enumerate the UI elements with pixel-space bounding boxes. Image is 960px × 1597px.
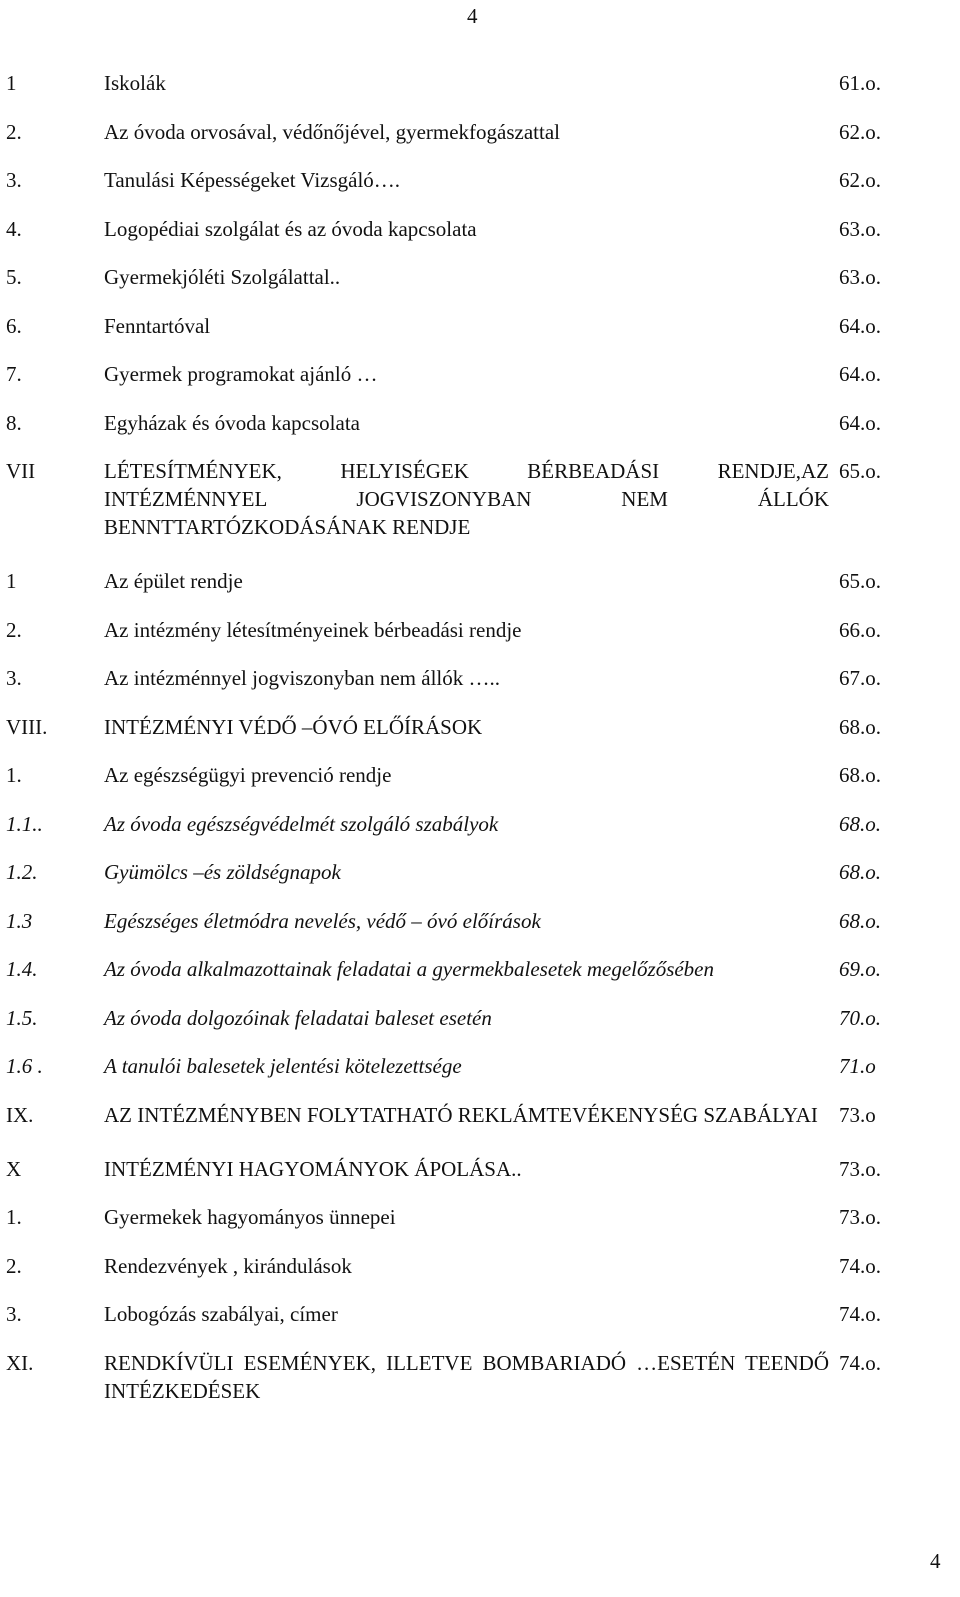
toc-entry [6,312,891,340]
toc-entry [6,1004,891,1032]
toc-entry-page: 73.o. [839,1156,881,1181]
toc-entry-number: XI. [6,1350,34,1375]
toc-entry-page: 64.o. [839,313,881,338]
toc-entry-page: 64.o. [839,410,881,435]
toc-entry-title: Az intézménnyel jogviszonyban nem állók ….. [104,666,500,690]
toc-entry-title: INTÉZMÉNYI VÉDŐ –ÓVÓ ELŐÍRÁSOK [104,714,483,739]
toc-entry-number: 7. [6,362,22,386]
page-number-bottom: 4 [930,1549,941,1573]
toc-entry-number: X [6,1156,22,1181]
toc-entry-number: 1.1.. [6,811,43,836]
toc-entry-page: 68.o. [839,811,881,836]
toc-entry-title: Az óvoda orvosával, védőnőjével, gyermekfogászattal [104,119,561,144]
toc-entry-title: INTÉZMÉNYI HAGYOMÁNYOK ÁPOLÁSA.. [104,1156,522,1181]
toc-entry-number: VIII. [6,714,48,739]
toc-entry-page: 68.o. [839,763,881,787]
toc-entry-number: 2. [6,119,22,144]
toc-entry [6,810,891,838]
toc-entry-number: 4. [6,216,22,241]
toc-entry-page: 73.o [839,1102,876,1127]
toc-entry-title: Az épület rendje [104,569,243,593]
toc-entry-page: 73.o. [839,1205,881,1229]
toc-entry-title: Gyermekjóléti Szolgálattal.. [104,265,341,289]
toc-entry-page: 63.o. [839,265,881,289]
toc-entry-number: IX. [6,1102,34,1127]
toc-entry-title: Gyermekek hagyományos ünnepei [104,1205,396,1229]
toc-entry-number: 3. [6,666,22,690]
toc-entry-number: 3. [6,1302,22,1326]
toc-entry-title: Tanulási Képességeket Vizsgáló…. [104,168,401,192]
toc-entry-number: 1.2. [6,860,38,884]
toc-entry [6,616,891,644]
toc-entry-title: Az óvoda alkalmazottainak feladatai a gyermekbalesetek megelőzősében [104,957,715,981]
toc-entry [6,955,891,983]
toc-entry-number: 1. [6,763,22,787]
toc-entry [6,118,891,146]
toc-entry-page: 64.o. [839,362,881,386]
toc-entry [6,1252,891,1280]
toc-entry [6,166,891,194]
toc-entry [6,1101,891,1129]
toc-entry-page: 74.o. [839,1302,881,1326]
toc-entry-number: 1. [6,1205,22,1229]
toc-entry-title: Gyümölcs –és zöldségnapok [104,860,341,884]
page-number-top: 4 [467,4,478,28]
toc-entry-number: 1 [6,71,17,95]
toc-entry-number: 5. [6,265,22,289]
toc-entry [6,567,891,595]
toc-entry-page: 68.o. [839,860,881,884]
toc-entry [6,263,891,291]
toc-entry [6,664,891,692]
toc-entry-number: 8. [6,410,22,435]
toc-entry-title: Az egészségügyi prevenció rendje [104,763,392,787]
toc-entry-title: Logopédiai szolgálat és az óvoda kapcsolata [104,216,477,241]
toc-entry-page: 62.o. [839,168,881,192]
toc-entry-page: 68.o. [839,908,881,933]
toc-entry [6,215,891,243]
toc-entry-number: 1.3 [6,908,33,933]
toc-entry-title: Az intézmény létesítményeinek bérbeadási rendje [104,617,522,642]
toc-entry [6,1203,891,1231]
toc-entry-title: RENDKÍVÜLI ESEMÉNYEK, ILLETVE BOMBARIADÓ …ESETÉN TEENDŐ INTÉZKEDÉSEK [104,1350,829,1403]
toc-entry-number: 1.4. [6,957,38,981]
toc-entry-page: 65.o. [839,569,881,593]
toc-entry-page: 65.o. [839,459,881,483]
toc-entry-title: Lobogózás szabályai, címer [104,1302,338,1326]
toc-entry [6,858,891,886]
toc-entry-title: LÉTESÍTMÉNYEK, HELYISÉGEK BÉRBEADÁSI RENDJE,AZ INTÉZMÉNNYEL JOGVISZONYBAN NEM ÁLLÓK BENNTTARTÓZKODÁSÁNAK RENDJE [104,459,829,539]
table-of-contents [6,69,891,1431]
toc-entry-page: 62.o. [839,119,881,144]
toc-entry-title: Egészséges életmódra nevelés, védő – óvó előírások [104,908,541,933]
toc-entry [6,69,891,97]
toc-entry-number: 1 [6,569,17,593]
toc-entry-number: 2. [6,617,22,642]
toc-entry-title: Rendezvények , kirándulások [104,1253,352,1278]
toc-entry-number: 1.5. [6,1005,38,1030]
toc-entry-page: 68.o. [839,714,881,739]
toc-entry-title: A tanulói balesetek jelentési kötelezettsége [104,1054,462,1078]
toc-entry [6,457,891,541]
toc-entry-page: 70.o. [839,1005,881,1030]
toc-entry-title: Az óvoda dolgozóinak feladatai baleset esetén [104,1005,492,1030]
toc-entry-number: 2. [6,1253,22,1278]
toc-entry-page: 74.o. [839,1350,881,1375]
toc-entry-title: Gyermek programokat ajánló … [104,362,378,386]
toc-entry-page: 63.o. [839,216,881,241]
toc-entry-page: 66.o. [839,617,881,642]
toc-entry-number: 1.6 . [6,1054,43,1078]
toc-entry-page: 71.o [839,1054,876,1078]
toc-entry-page: 74.o. [839,1253,881,1278]
toc-entry-title: Az óvoda egészségvédelmét szolgáló szabályok [104,811,499,836]
toc-entry [6,761,891,789]
toc-entry [6,1349,891,1405]
toc-entry-number: 3. [6,168,22,192]
toc-entry [6,360,891,388]
toc-entry [6,713,891,741]
toc-entry-page: 67.o. [839,666,881,690]
toc-entry-page: 61.o. [839,71,881,95]
toc-entry [6,1052,891,1080]
toc-entry [6,1300,891,1328]
toc-entry-title: AZ INTÉZMÉNYBEN FOLYTATHATÓ REKLÁMTEVÉKENYSÉG SZABÁLYAI [104,1102,818,1127]
toc-entry-title: Fenntartóval [104,313,211,338]
toc-entry [6,409,891,437]
toc-entry [6,907,891,935]
toc-entry-page: 69.o. [839,957,881,981]
toc-entry-number: VII [6,459,36,483]
toc-entry-number: 6. [6,313,22,338]
toc-entry-title: Iskolák [104,71,166,95]
toc-entry [6,1155,891,1183]
toc-entry-title: Egyházak és óvoda kapcsolata [104,410,360,435]
